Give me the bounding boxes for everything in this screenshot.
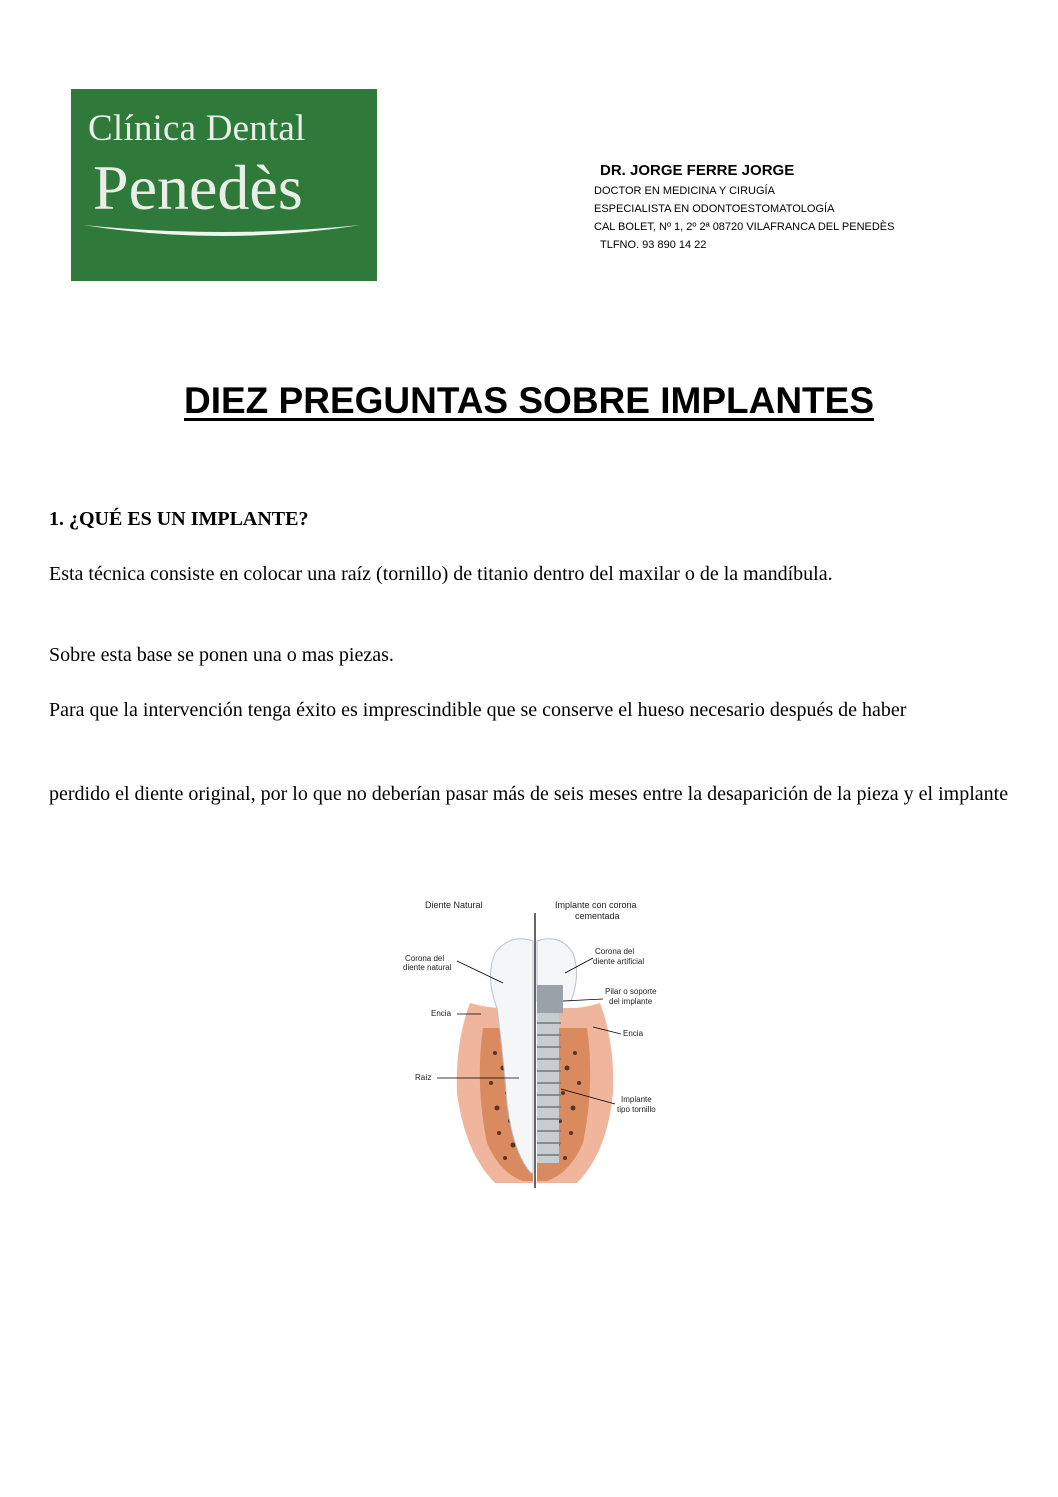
implant-abutment <box>537 985 563 1013</box>
label-corona-artificial-2: diente artificial <box>593 957 645 966</box>
section-heading: 1. ¿QUÉ ES UN IMPLANTE? <box>49 508 309 530</box>
logo-text-line1: Clínica Dental <box>88 108 306 149</box>
paragraph-1: Esta técnica consiste en colocar una raíz (tornillo) de titanio dentro del maxilar o de la mandíbula. <box>49 563 833 585</box>
tooth-implant-diagram <box>395 893 685 1193</box>
logo-text-line2: Penedès <box>93 152 303 223</box>
label-pilar-2: del implante <box>609 997 653 1006</box>
paragraph-4: perdido el diente original, por lo que no deberían pasar más de seis meses entre la desaparición de la pieza y el implante <box>49 783 1009 805</box>
doctor-specialty: ESPECIALISTA EN ODONTOESTOMATOLOGÍA <box>594 203 835 215</box>
label-corona-natural-2: diente natural <box>403 963 452 972</box>
label-natural-title: Diente Natural <box>425 900 483 910</box>
page-title: DIEZ PREGUNTAS SOBRE IMPLANTES <box>183 380 875 421</box>
label-implante-2: tipo tornillo <box>617 1105 656 1114</box>
label-encia-left: Encia <box>431 1009 452 1018</box>
doctor-name: DR. JORGE FERRE JORGE <box>600 162 795 179</box>
label-corona-natural-1: Corona del <box>405 954 445 963</box>
label-encia-right: Encia <box>623 1029 644 1038</box>
label-corona-artificial-1: Corona del <box>595 947 635 956</box>
doctor-info <box>594 160 894 254</box>
logo-swoosh-icon <box>71 209 377 249</box>
paragraph-3: Para que la intervención tenga éxito es imprescindible que se conserve el hueso necesario después de haber <box>49 699 907 721</box>
clinic-phone: TLFNO. 93 890 14 22 <box>600 239 707 251</box>
label-implante-1: Implante <box>621 1095 652 1104</box>
clinic-address: CAL BOLET, Nº 1, 2º 2ª 08720 VILAFRANCA DEL PENEDÈS <box>594 221 895 233</box>
clinic-logo <box>71 89 377 281</box>
label-raiz: Raíz <box>415 1073 432 1082</box>
label-implant-title-2: cementada <box>575 911 620 921</box>
doctor-degree: DOCTOR EN MEDICINA Y CIRUGÍA <box>594 185 775 197</box>
label-implant-title-1: Implante con corona <box>555 900 637 910</box>
label-pilar-1: Pilar o soporte <box>605 987 657 996</box>
paragraph-2: Sobre esta base se ponen una o mas piezas. <box>49 644 394 666</box>
